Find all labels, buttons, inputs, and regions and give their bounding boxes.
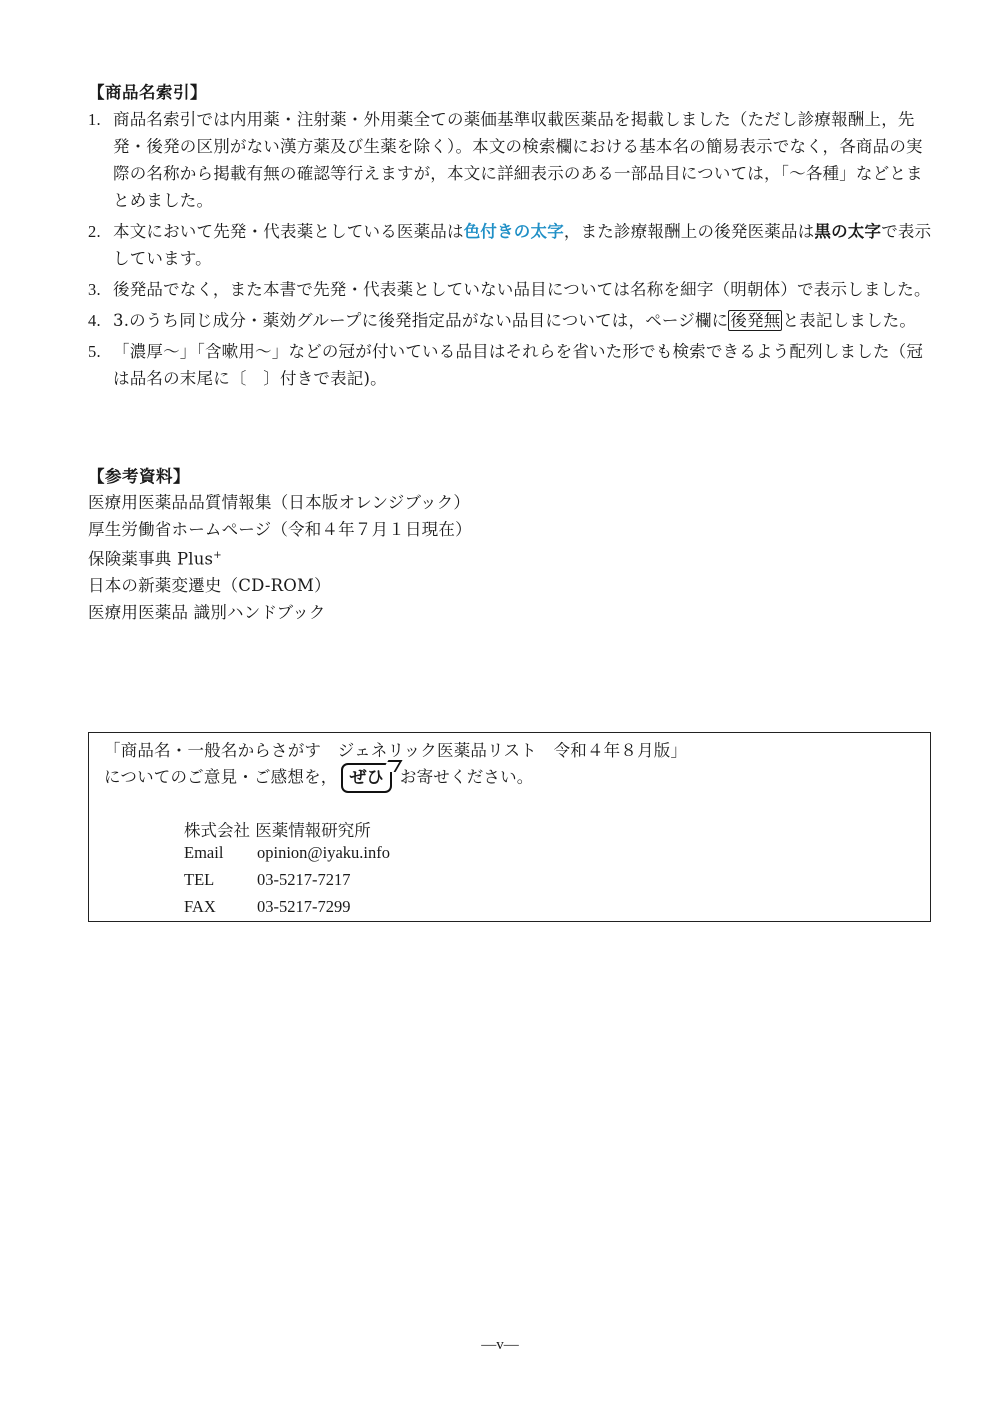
feedback-title: 「商品名・一般名からさがす ジェネリック医薬品リスト 令和４年８月版」 <box>104 741 688 760</box>
reference-text: 保険薬事典 Plus <box>88 549 214 569</box>
feedback-text: についてのご意見・ご感想を， <box>104 767 338 787</box>
item-text: で表示しています。 <box>113 222 932 268</box>
feedback-box <box>88 732 931 922</box>
feedback-request <box>104 763 534 793</box>
generic-none-badge: 後発無 <box>730 311 781 330</box>
page-number: ―v― <box>481 1337 519 1353</box>
contact-value: opinion@iyaku.info <box>257 843 390 862</box>
item-text: 本文において先発・代表薬としている医薬品は <box>113 222 464 241</box>
reference-item: 厚生労働省ホームページ（令和４年７月１日現在） <box>88 519 472 539</box>
list-item <box>88 276 934 303</box>
index-notes-list <box>88 106 934 396</box>
contact-fax <box>184 897 351 917</box>
list-item <box>88 106 934 214</box>
contact-label: FAX <box>184 897 216 916</box>
item-text: ，また診療報酬上の後発医薬品は <box>563 222 815 241</box>
plus-superscript: + <box>213 550 222 561</box>
blue-bold-text: 色付きの太字 <box>463 222 564 241</box>
references-heading: 【参考資料】 <box>88 467 190 486</box>
contact-label: Email <box>184 843 224 862</box>
black-bold-text: 黒の太字 <box>814 222 882 241</box>
list-item <box>88 338 934 392</box>
item-number: 2. <box>88 222 101 241</box>
contact-value: 03-5217-7299 <box>257 897 351 916</box>
item-text: 「濃厚～」「含嗽用～」などの冠が付いている品目はそれらを省いた形でも検索できるよう配列しました（冠は品名の末尾に〔 〕付きで表記)。 <box>113 342 924 388</box>
contact-label: TEL <box>184 870 215 889</box>
reference-item <box>88 543 472 573</box>
contact-tel <box>184 870 351 890</box>
company-name: 株式会社 医薬情報研究所 <box>184 821 371 840</box>
contact-value: 03-5217-7217 <box>257 870 351 889</box>
item-text: と表記しました。 <box>782 311 917 330</box>
zehi-speech-badge: ぜひ <box>341 763 391 793</box>
index-heading: 【商品名索引】 <box>88 83 207 102</box>
item-text: 後発品でなく，また本書で先発・代表薬としていない品目については名称を細字（明朝体）で表示しました。 <box>113 280 931 299</box>
reference-item: 医療用医薬品 識別ハンドブック <box>88 602 326 622</box>
contact-email <box>184 843 390 863</box>
item-number: 5. <box>88 342 101 361</box>
item-number: 1. <box>88 110 101 129</box>
list-item <box>88 307 934 334</box>
references-list <box>88 490 472 626</box>
item-number: 3. <box>88 280 101 299</box>
reference-item: 日本の新薬変遷史（CD-ROM） <box>88 576 331 595</box>
item-text: 3.のうち同じ成分・薬効グループに後発指定品がない品目については，ページ欄に <box>113 311 729 330</box>
item-number: 4. <box>88 311 101 330</box>
reference-item: 医療用医薬品品質情報集（日本版オレンジブック） <box>88 493 471 512</box>
list-item <box>88 218 934 272</box>
feedback-text: お寄せください。 <box>399 767 534 787</box>
item-text: 商品名索引では内用薬・注射薬・外用薬全ての薬価基準収載医薬品を掲載しました（ただし診療報酬上，先発・後発の区別がない漢方薬及び生薬を除く）。本文の検索欄における基本名の簡易表示でなく，各商品の実際の名称から掲載有無の確認等行えますが，本文に詳細表示のある一部品目については，「～各種」などとまとめました。 <box>113 110 923 210</box>
